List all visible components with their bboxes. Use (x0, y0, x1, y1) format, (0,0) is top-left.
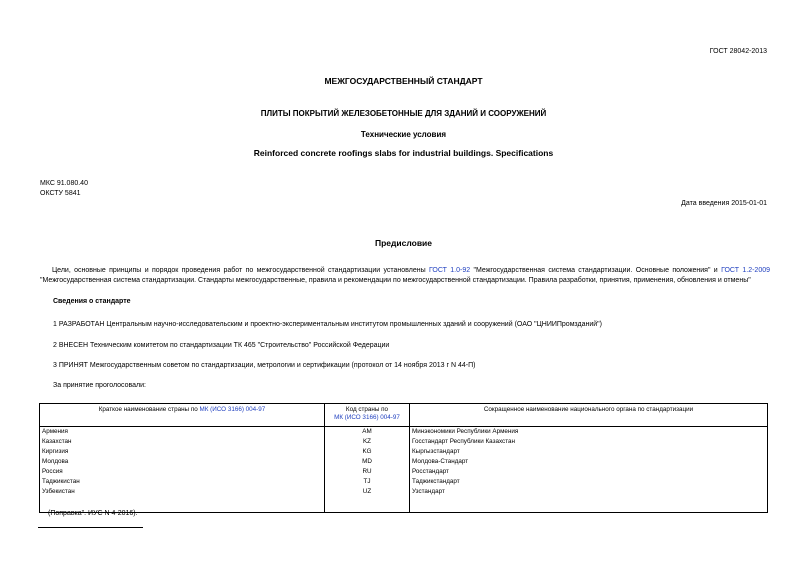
table-row (40, 477, 768, 487)
introduction-date: Дата введения 2015-01-01 (681, 200, 767, 207)
table-row (40, 457, 768, 467)
country-cell: Узбекистан (40, 487, 325, 497)
submitted-by-item: 2 ВНЕСЕН Техническим комитетом по стандартизации ТК 465 "Строительство" Российской Федерации (53, 342, 390, 349)
country-cell: Армения (40, 427, 325, 438)
body-cell: Минэкономики Республики Армения (410, 427, 768, 438)
code-cell: AM (325, 427, 410, 438)
table-filler-row (40, 497, 768, 513)
header-text: Краткое наименование страны по (98, 406, 200, 413)
country-cell: Таджикистан (40, 477, 325, 487)
empty-cell (325, 497, 410, 513)
classification-codes (40, 179, 88, 199)
adopted-by-item: 3 ПРИНЯТ Межгосударственным советом по стандартизации, метрологии и сертификации (протокол от 14 ноября 2013 г N 44-П) (53, 362, 476, 369)
foreword-paragraph (40, 266, 770, 286)
voters-table (39, 403, 768, 513)
code-cell: UZ (325, 487, 410, 497)
standard-type-title: МЕЖГОСУДАРСТВЕННЫЙ СТАНДАРТ (324, 76, 483, 86)
gost-1-0-link[interactable]: ГОСТ 1.0-92 (428, 267, 471, 274)
mk-iso-link[interactable]: МК (ИСО 3166) 004-97 (199, 406, 266, 413)
foreword-text-part: "Межгосударственная система стандартизации. Основные положения" и (470, 267, 722, 274)
okstu-code: ОКСТУ 5841 (40, 190, 81, 197)
table-row (40, 437, 768, 447)
code-cell: KZ (325, 437, 410, 447)
amendment-note: (Поправка". ИУС N 4-2016). (48, 510, 138, 517)
body-cell: Молдова-Стандарт (410, 457, 768, 467)
header-text: Код страны по (345, 406, 389, 413)
country-cell: Киргизия (40, 447, 325, 457)
voters-caption: За принятие проголосовали: (53, 382, 146, 389)
table-row (40, 447, 768, 457)
code-cell: TJ (325, 477, 410, 487)
national-body-header: Сокращенное наименование национального органа по стандартизации (410, 404, 768, 427)
body-cell: Кыргызстандарт (410, 447, 768, 457)
footnote-divider (38, 527, 143, 528)
english-title: Reinforced concrete roofings slabs for industrial buildings. Specifications (253, 148, 554, 158)
document-title: ПЛИТЫ ПОКРЫТИЙ ЖЕЛЕЗОБЕТОННЫЕ ДЛЯ ЗДАНИЙ И СООРУЖЕНИЙ (260, 109, 547, 118)
code-cell: KG (325, 447, 410, 457)
country-cell: Молдова (40, 457, 325, 467)
about-standard-heading: Сведения о стандарте (53, 298, 131, 305)
developed-by-item: 1 РАЗРАБОТАН Центральным научно-исследовательским и проектно-экспериментальным институтом промышленных зданий и сооружений (ОАО "ЦНИИПромзданий") (53, 321, 602, 328)
foreword-text-part: "Межгосударственная система стандартизации. Стандарты межгосударственные, правила и рекомендации по межгосударственной стандартизации. Правила разработки, принятия, применения, обновления и отмены" (40, 277, 751, 284)
foreword-text-part: Цели, основные принципы и порядок проведения работ по межгосударственной стандартизации установлены (52, 267, 429, 274)
country-name-header (40, 404, 325, 427)
code-cell: RU (325, 467, 410, 477)
country-cell: Россия (40, 467, 325, 477)
table-header-row (40, 404, 768, 427)
foreword-heading: Предисловие (374, 238, 433, 248)
body-cell: Таджикстандарт (410, 477, 768, 487)
country-code-header (325, 404, 410, 427)
code-cell: MD (325, 457, 410, 467)
mk-iso-link[interactable]: МК (ИСО 3166) 004-97 (334, 414, 400, 421)
empty-cell (410, 497, 768, 513)
body-cell: Госстандарт Республики Казахстан (410, 437, 768, 447)
country-cell: Казахстан (40, 437, 325, 447)
table-row (40, 487, 768, 497)
table-row (40, 427, 768, 438)
document-code: ГОСТ 28042-2013 (709, 48, 767, 55)
document-subtitle: Технические условия (360, 130, 447, 139)
body-cell: Росстандарт (410, 467, 768, 477)
body-cell: Узстандарт (410, 487, 768, 497)
table-row (40, 467, 768, 477)
mks-code: МКС 91.080.40 (40, 180, 88, 187)
gost-1-2-link[interactable]: ГОСТ 1.2-2009 (721, 267, 771, 274)
